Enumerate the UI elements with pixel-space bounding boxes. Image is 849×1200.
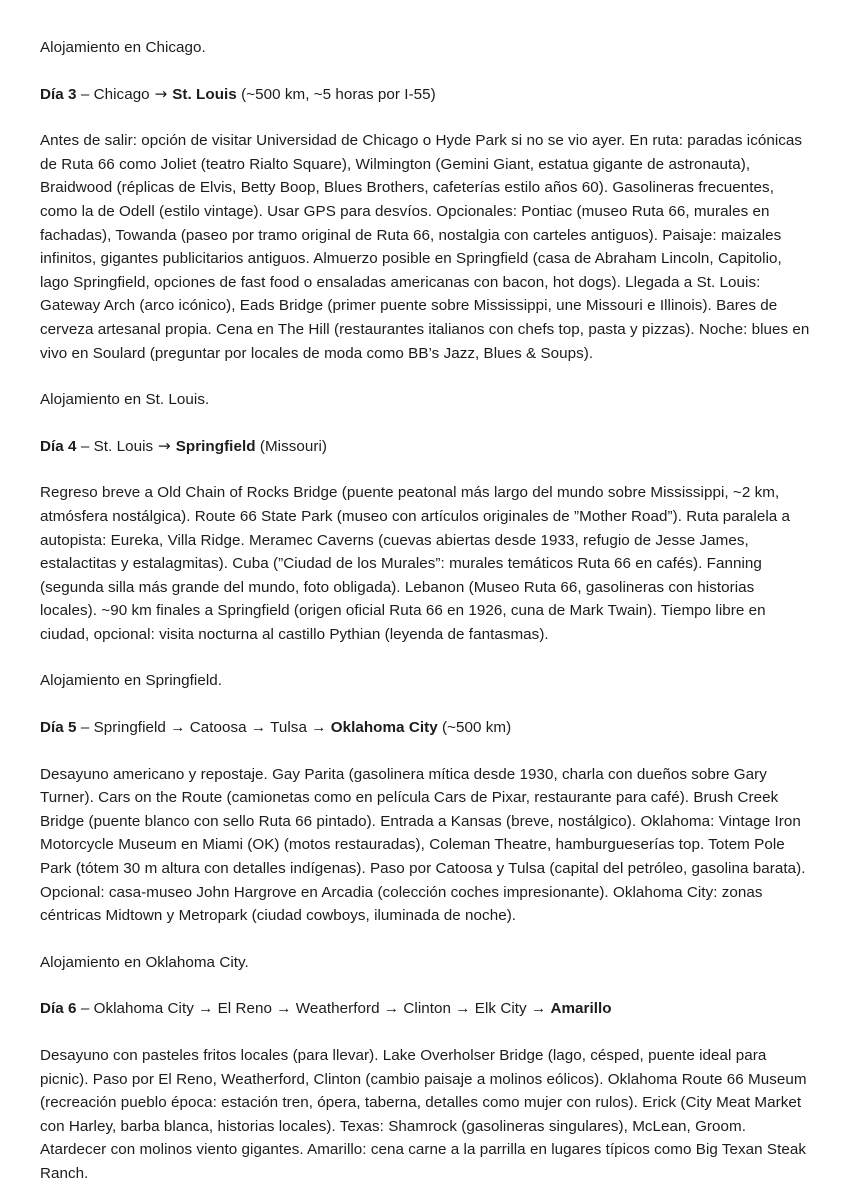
day3-body: Antes de salir: opción de visitar Universidad de Chicago o Hyde Park si no se vio ayer. En ruta: paradas icónicas de Ruta 66 como Joliet (teatro Rialto Square), Wilmington (Gemini Giant, estatua gigante de astronauta), Braidwood (réplicas de Elvis, Betty Boop, Blues Brothers, cafeterías estilo años 60). Gasolineras frecuentes, como la de Odell (estilo vintage). Usar GPS para desvíos. Opcionales: Pontiac (museo Ruta 66, murales en fachadas), Towanda (paseo por tramo original de Ruta 66, nostalgia con carteles antiguos). Paisaje: maizales infinitos, gigantes publicitarios antiguos. Almuerzo posible en Springfield (casa de Abraham Lincoln, Capitolio, lago Springfield, opciones de fast food o ensaladas americanas con bacon, hot dogs). Llegada a St. Louis: Gateway Arch (arco icónico), Eads Bridge (primer puente sobre Mississippi, une Missouri e Illinois). Bares de cerveza artesanal propia. Cena en The Hill (restaurantes italianos con chefs top, pasta y pizzas). Noche: blues en vivo en Soulard (preguntar por locales de moda como BB’s Jazz, Blues & Soups).: [40, 132, 810, 362]
day5-route: Springfield → Catoosa → Tulsa →: [93, 719, 331, 737]
day4-separator: –: [76, 437, 94, 455]
day5-body: Desayuno americano y repostaje. Gay Parita (gasolinera mítica desde 1930, charla con dueños sobre Gary Turner). Cars on the Route (camionetas como en película Cars de Pixar, restaurante para café). Brush Creek Bridge (puente blanco con sello Ruta 66 pintado). Entrada a Kansas (breve, nostálgico). Oklahoma: Vintage Iron Motorcycle Museum en Miami (OK) (motos restauradas), Coleman Theatre, hamburgueserías top. Totem Pole Park (tótem 30 m altura con detalles indígenas). Paso por Catoosa y Tulsa (capital del petróleo, gasolina barata). Opcional: casa-museo John Hargrove en Arcadia (colección coches impresionante). Oklahoma City: zonas céntricas Midtown y Metropark (ciudad cowboys, iluminada de noche).: [40, 765, 806, 925]
day6-route: Oklahoma City → El Reno → Weatherford → Clinton → Elk City →: [93, 1000, 551, 1018]
day4-label: Día 4: [40, 437, 77, 455]
day3-note: (~500 km, ~5 horas por I-55): [236, 85, 436, 103]
day5-heading: [40, 716, 811, 740]
stay-chicago: Alojamiento en Chicago.: [40, 39, 206, 56]
stay-springfield: Alojamiento en Springfield.: [40, 672, 223, 690]
day3-from: Chicago: [93, 85, 150, 103]
day5-label: Día 5: [40, 719, 77, 737]
day4-heading: [40, 435, 811, 459]
stay-oklahoma-city: Alojamiento en Oklahoma City.: [40, 953, 249, 971]
day3-label: Día 3: [40, 85, 77, 103]
day6-separator: –: [76, 1000, 94, 1018]
day3-destination: St. Louis: [172, 85, 237, 103]
day3-heading: [40, 83, 811, 107]
day3-arrow: →: [149, 84, 173, 103]
day5-note: (~500 km): [437, 719, 512, 737]
day4-destination: Springfield: [175, 437, 256, 455]
day4-arrow: →: [153, 436, 176, 455]
day6-label: Día 6: [40, 1000, 77, 1018]
day6-destination: Amarillo: [550, 1000, 612, 1018]
day3-separator: –: [76, 85, 94, 103]
day6-body: Desayuno con pasteles fritos locales (para llevar). Lake Overholser Bridge (lago, césped, puente ideal para picnic). Paso por El Reno, Weatherford, Clinton (cambio paisaje a molinos eólicos). Oklahoma Route 66 Museum (recreación pueblo época: estación tren, ópera, taberna, detalles como mujer con rulos). Erick (City Meat Market con Harley, barba blanca, historias locales). Texas: Shamrock (gasolineras singulares), McLean, Groom. Atardecer con molinos viento gigantes. Amarillo: cena carne a la parrilla en lugares típicos como Big Texan Steak Ranch.: [40, 1047, 807, 1182]
day5-separator: –: [76, 719, 94, 737]
day4-from: St. Louis: [93, 437, 154, 455]
day4-body: Regreso breve a Old Chain of Rocks Bridge (puente peatonal más largo del mundo sobre Mississippi, ~2 km, atmósfera nostálgica). Route 66 State Park (museo con artículos originales de ”Mother Road”). Ruta paralela a autopista: Eureka, Villa Ridge. Meramec Caverns (cuevas abiertas desde 1933, refugio de Jesse James, estalactitas y estalagmitas). Cuba (”Ciudad de los Murales”: murales temáticos Ruta 66 en cafés). Fanning (segunda silla más grande del mundo, foto obligada). Lebanon (Museo Ruta 66, gasolineras con historias locales). ~90 km finales a Springfield (origen oficial Ruta 66 en 1926, cuna de Mark Twain). Tiempo libre en ciudad, opcional: visita nocturna al castillo Pythian (leyenda de fantasmas).: [40, 484, 791, 643]
stay-st-louis: Alojamiento en St. Louis.: [40, 391, 210, 409]
day5-destination: Oklahoma City: [330, 719, 438, 737]
day6-heading: [40, 997, 811, 1021]
day4-note: (Missouri): [255, 437, 327, 455]
